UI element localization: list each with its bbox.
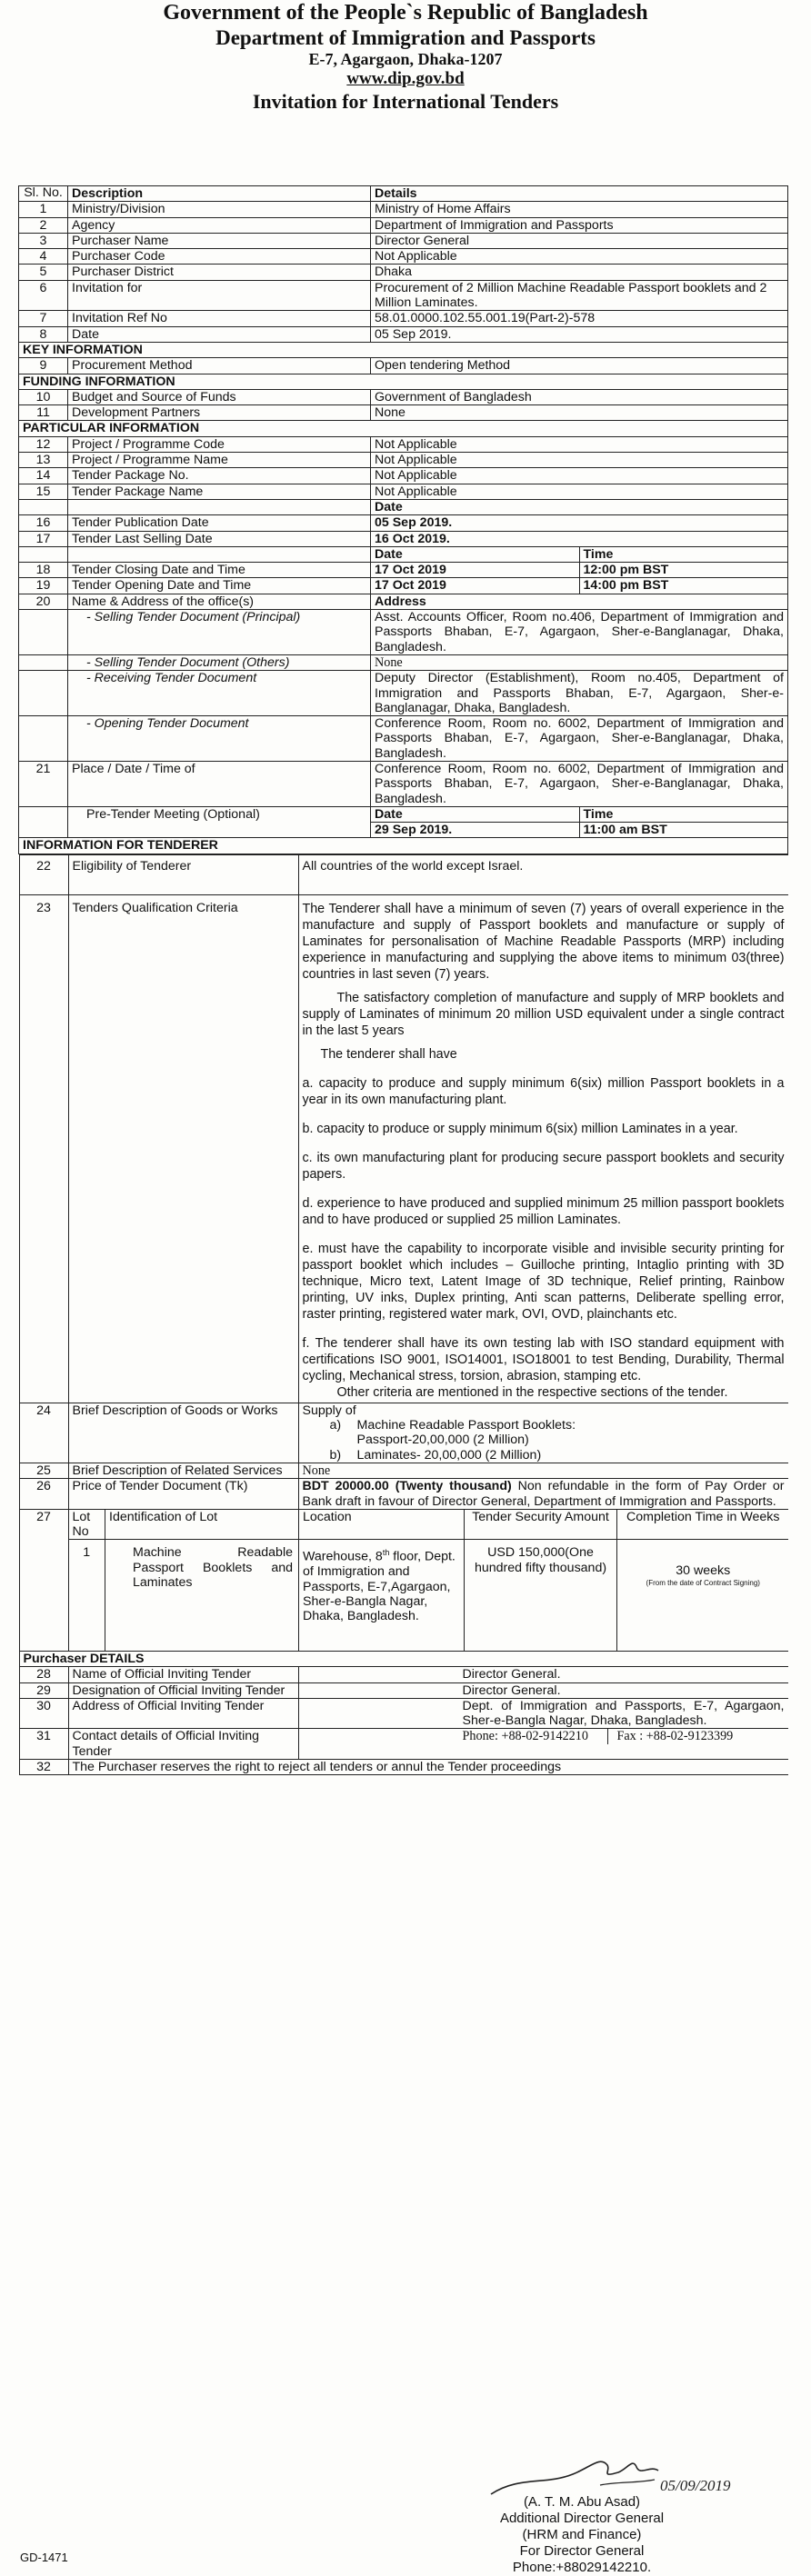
row-description: Ministry/Division [68, 202, 371, 217]
table-row [19, 217, 788, 233]
row-sl: 17 [19, 531, 68, 546]
row-description: Tenders Qualification Criteria [68, 894, 298, 1403]
row-sl: 16 [19, 515, 68, 531]
contact-phone: Phone: +88-02-9142210 [463, 1729, 608, 1743]
signatory-on-behalf: For Director General [519, 2543, 645, 2559]
row-sl: 1 [19, 202, 68, 217]
empty-cell [68, 546, 371, 562]
office-detail: Asst. Accounts Officer, Room no.406, Department of Immigration and Passports Bhaban, E-7, Agargaon, Sher-e-Banglanagar, Dhaka, Bangladesh. [371, 610, 788, 655]
row-sl: 21 [19, 761, 68, 806]
notice-header [0, 0, 811, 114]
lot-header: Completion Time in Weeks [617, 1510, 788, 1540]
tender-price [298, 1479, 788, 1510]
row-sl: 27 [19, 1509, 68, 1651]
office-row [19, 716, 788, 762]
lot-header: Lot No [69, 1510, 105, 1540]
row-sl: 9 [19, 358, 68, 374]
row-description: Eligibility of Tenderer [68, 854, 298, 894]
signature-block [473, 2494, 691, 2576]
row-sl: 4 [19, 249, 68, 265]
criteria-item: e. must have the capability to incorporate visible and invisible security printing for passport booklet which includes – Guilloche printing, Intaglio printing with 3D technique, Micro text, Latent Image of 3D technique, Relief printing, Rainbow printing, UV inks, Duplex printing, Anti scan patterns, Deliberate spelling error, raster printing, registered water mark, OVI, OVD, plainchants etc. [302, 1241, 785, 1322]
row-26 [19, 1479, 788, 1510]
datetime-row [19, 563, 788, 578]
row-sl: 11 [19, 405, 68, 421]
row-description: Brief Description of Related Services [68, 1463, 298, 1478]
row-31 [19, 1729, 788, 1760]
date-header: Date [371, 547, 579, 562]
criteria-item: a. capacity to produce and supply minimum 6(six) million Passport booklets in a year in its own manufacturing plant. [302, 1075, 785, 1107]
row-sl: 32 [19, 1760, 68, 1775]
row-sl: 26 [19, 1479, 68, 1510]
col-header-description: Description [68, 186, 371, 202]
row-datetime [371, 578, 788, 594]
lot-security: USD 150,000(One hundred fifty thousand) [465, 1540, 617, 1651]
row-detail: Department of Immigration and Passports [371, 217, 788, 233]
criteria-item: b. capacity to produce or supply minimum 6(six) million Laminates in a year. [302, 1121, 738, 1136]
row-detail: Procurement of 2 Million Machine Readable Passport booklets and 2 Million Laminates. [371, 280, 788, 311]
criteria-item: d. experience to have produced and supplied minimum 25 million passport booklets and to have produced or supplied 25 million Laminates. [302, 1195, 785, 1227]
pretender-date: 29 Sep 2019. [371, 823, 579, 838]
col-header-details: Details [371, 186, 788, 202]
table-row [19, 249, 788, 265]
datetime-table [371, 563, 787, 577]
row-description: Budget and Source of Funds [68, 389, 371, 404]
row-30 [19, 1698, 788, 1729]
table-row [19, 265, 788, 280]
office-description: - Selling Tender Document (Principal) [68, 610, 371, 655]
row-detail: None [298, 1463, 788, 1478]
row-time: 14:00 pm BST [583, 578, 669, 594]
section-funding-information-label: FUNDING INFORMATION [19, 374, 788, 389]
lot-completion [617, 1540, 788, 1651]
row-detail: Director General. [298, 1667, 788, 1682]
tenderer-table [19, 854, 788, 1776]
row-sl: 30 [19, 1698, 68, 1729]
row-detail: Conference Room, Room no. 6002, Department of Immigration and Passports Bhaban, E-7, Agargaon, Sher-e-Banglanagar, Dhaka, Bangladesh. [371, 761, 788, 806]
table-row [19, 405, 788, 421]
row-description: Name & Address of the office(s) [68, 594, 371, 609]
office-row [19, 610, 788, 655]
item-text: Machine Readable Passport Booklets: [356, 1418, 576, 1433]
contact-fax: Fax : +88-02-9123399 [616, 1729, 734, 1744]
pre-tender-meeting-row [19, 806, 788, 838]
office-detail: Deputy Director (Establishment), Room no.405, Department of Immigration and Passports Bhaban, E-7, Agargaon, Sher-e-Banglanagar, Dhaka, Bangladesh. [371, 671, 788, 716]
row-description: Tender Package Name [68, 484, 371, 499]
goods-description [298, 1403, 788, 1463]
criteria-item: c. its own manufacturing plant for producing secure passport booklets and security papers. [302, 1150, 785, 1182]
row-sl: 22 [19, 854, 68, 894]
completion-weeks: 30 weeks [676, 1563, 731, 1579]
lot-identification: Machine Readable Passport Booklets and Laminates [105, 1540, 299, 1651]
row-sl: 13 [19, 453, 68, 468]
row-detail: 05 Sep 2019. [371, 515, 788, 531]
row-detail: Not Applicable [371, 249, 788, 265]
row-description: Agency [68, 217, 371, 233]
pretender-table [371, 807, 787, 838]
empty-cell [19, 654, 68, 670]
pretender-datetime [371, 806, 788, 838]
footer-code: GD-1471 [20, 2551, 68, 2564]
lot-header: Tender Security Amount [465, 1510, 617, 1540]
lot-location [299, 1540, 465, 1651]
table-row [19, 468, 788, 484]
time-header: Time [583, 546, 614, 562]
criteria-paragraph: The satisfactory completion of manufacture and supply of MRP booklets and supply of Laminates of minimum 20 million USD equivalent under a single contract in the last 5 years [302, 990, 785, 1038]
date-header: Date [371, 499, 788, 514]
signatory-name: (A. T. M. Abu Asad) [523, 2494, 641, 2510]
office-description: - Receiving Tender Document [68, 671, 371, 716]
section-key-information-label: KEY INFORMATION [19, 342, 788, 357]
supply-item-continued: Passport-20,00,000 (2 Million) [356, 1433, 529, 1448]
criteria-paragraph: The tenderer shall have [320, 1046, 457, 1062]
lot-header-row [69, 1510, 788, 1540]
row-time: 12:00 pm BST [583, 563, 669, 578]
office-row [19, 671, 788, 716]
time-header: Time [579, 807, 787, 823]
row-sl: 2 [19, 217, 68, 233]
completion-note: (From the date of Contract Signing) [646, 1578, 760, 1587]
table-row [19, 311, 788, 326]
row-22 [19, 854, 788, 894]
row-detail: Director General [371, 233, 788, 248]
row-sl: 19 [19, 578, 68, 594]
row-description: Project / Programme Code [68, 436, 371, 452]
government-title: Government of the People`s Republic of Bangladesh [163, 1, 648, 25]
row-date: 17 Oct 2019 [371, 578, 579, 593]
row-detail: Not Applicable [371, 453, 788, 468]
signatory-phone: Phone:+88029142210. [512, 2560, 652, 2575]
lower-section [19, 854, 788, 1775]
row-description: Pre-Tender Meeting (Optional) [68, 806, 371, 838]
criteria-item: f. The tenderer shall have its own testing lab with ISO standard equipment with certifications ISO 9001, ISO14001, ISO18001 to test Bending, Durability, Thermal cycling, Mechanical stress, torsion, abrasion, stamping etc. [302, 1335, 785, 1383]
section-particular-information [19, 421, 788, 436]
row-description: Purchaser District [68, 265, 371, 280]
row-24 [19, 1403, 788, 1463]
row-detail: Ministry of Home Affairs [371, 202, 788, 217]
datetime-header-row [19, 546, 788, 562]
table-row [19, 233, 788, 248]
row-sl: 14 [19, 468, 68, 484]
notice-title: Invitation for International Tenders [252, 90, 559, 113]
row-sl: 5 [19, 265, 68, 280]
row-sl: 6 [19, 280, 68, 311]
section-information-for-tenderer [19, 838, 788, 854]
row-detail: Government of Bangladesh [371, 389, 788, 404]
item-text: Laminates- 20,00,000 (2 Million) [356, 1447, 542, 1463]
section-information-for-tenderer-label: INFORMATION FOR TENDERER [19, 838, 788, 854]
row-description: Place / Date / Time of [68, 761, 371, 806]
empty-cell [19, 716, 68, 762]
row-detail: Not Applicable [371, 484, 788, 499]
row-sl: 7 [19, 311, 68, 326]
empty-cell [19, 610, 68, 655]
row-description: Tender Package No. [68, 468, 371, 484]
section-funding-information [19, 374, 788, 389]
row-description: Tender Last Selling Date [68, 531, 371, 546]
row-sl: 29 [19, 1682, 68, 1698]
row-23 [19, 894, 788, 1403]
empty-cell [19, 499, 68, 514]
table-row [19, 515, 788, 531]
row-date: 17 Oct 2019 [371, 563, 579, 577]
row-detail: The Purchaser reserves the right to reject all tenders or annul the Tender proceedings [68, 1760, 788, 1775]
table-row [19, 531, 788, 546]
row-sl: 15 [19, 484, 68, 499]
row-description: Price of Tender Document (Tk) [68, 1479, 298, 1510]
table-row [19, 389, 788, 404]
row-sl: 20 [19, 594, 68, 609]
row-description: Name of Official Inviting Tender [68, 1667, 298, 1682]
row-sl: 31 [19, 1729, 68, 1760]
row-32 [19, 1760, 788, 1775]
row-description: Procurement Method [68, 358, 371, 374]
row-description: Invitation Ref No [68, 311, 371, 326]
pretender-time: 11:00 am BST [583, 823, 667, 838]
date-header-row [19, 499, 788, 514]
row-description: Address of Official Inviting Tender [68, 1698, 298, 1729]
row-sl: 25 [19, 1463, 68, 1478]
col-header-sl: Sl. No. [19, 186, 68, 202]
row-detail: Not Applicable [371, 468, 788, 484]
row-27 [19, 1509, 788, 1651]
lower-section-cell [19, 854, 788, 1775]
table-row [19, 358, 788, 374]
row-detail: Address [371, 594, 788, 609]
row-description: Brief Description of Goods or Works [68, 1403, 298, 1463]
location-sup: th [382, 1548, 390, 1558]
row-29 [19, 1682, 788, 1698]
row-sl: 8 [19, 326, 68, 342]
office-detail: None [371, 654, 788, 670]
section-purchaser-details [19, 1651, 788, 1666]
row-description: Purchaser Name [68, 233, 371, 248]
criteria-paragraph: The Tenderer shall have a minimum of seven (7) years of overall experience in the manufacture and supply of Passport booklets and manufacture or supply of Laminates for personalisation of Machine Readable Passports (MRP) including experience in manufacturing and supplying the above items to minimum 03(three) countries in last seven (7) years. [302, 901, 785, 982]
table-header-row [19, 186, 788, 202]
criteria-paragraph: Other criteria are mentioned in the respective sections of the tender. [336, 1384, 728, 1400]
contact-details [298, 1729, 788, 1760]
item-marker: a) [329, 1418, 342, 1433]
location-text-rest: floor, Dept. of Immigration and Passports, E-7,Agargaon, Sher-e-Bangla Nagar, Dhaka, Bangladesh. [303, 1550, 456, 1624]
department-address: E-7, Agargaon, Dhaka-1207 [308, 50, 503, 68]
office-row [19, 654, 788, 670]
row-sl: 12 [19, 436, 68, 452]
date-header: Date [371, 807, 579, 823]
department-title: Department of Immigration and Passports [215, 26, 596, 49]
tender-table [18, 185, 788, 1775]
row-detail: 16 Oct 2019. [371, 531, 788, 546]
lot-details [68, 1509, 788, 1651]
row-description: Date [68, 326, 371, 342]
item-marker: b) [329, 1447, 342, 1463]
row-description: Designation of Official Inviting Tender [68, 1682, 298, 1698]
datetime-header-table [371, 547, 787, 562]
supply-item [303, 1448, 785, 1463]
lot-header: Location [299, 1510, 465, 1540]
table-row [19, 280, 788, 311]
signatory-department: (HRM and Finance) [522, 2527, 642, 2542]
row-detail: Director General. [298, 1682, 788, 1698]
datetime-header [371, 546, 788, 562]
lot-header: Identification of Lot [105, 1510, 299, 1540]
office-address-row [19, 594, 788, 609]
empty-cell [19, 806, 68, 838]
price-terms: Non refundable in the form of Pay Order or Bank draft in favour of Director General, Department of Immigration and Passports. [302, 1479, 785, 1509]
row-sl: 18 [19, 563, 68, 578]
row-sl: 3 [19, 233, 68, 248]
section-particular-information-label: PARTICULAR INFORMATION [19, 421, 788, 436]
row-21 [19, 761, 788, 806]
datetime-table [371, 578, 787, 593]
row-detail: None [371, 405, 788, 421]
table-row [19, 484, 788, 499]
office-description: - Opening Tender Document [68, 716, 371, 762]
qualification-criteria [298, 894, 788, 1403]
table-row [19, 453, 788, 468]
row-detail: Not Applicable [371, 436, 788, 452]
row-description: Contact details of Official Inviting Tender [68, 1729, 298, 1760]
row-detail: Dept. of Immigration and Passports, E-7, Agargaon, Sher-e-Bangla Nagar, Dhaka, Bangladesh. [298, 1698, 788, 1729]
signatory-title: Additional Director General [499, 2511, 665, 2526]
row-description: Tender Publication Date [68, 515, 371, 531]
section-key-information [19, 342, 788, 357]
table-row [19, 436, 788, 452]
row-sl: 10 [19, 389, 68, 404]
supply-item [303, 1418, 785, 1433]
signature-date: 05/09/2019 [660, 2477, 731, 2494]
row-25 [19, 1463, 788, 1478]
table-row [19, 326, 788, 342]
row-28 [19, 1667, 788, 1682]
row-sl: 24 [19, 1403, 68, 1463]
row-description: Invitation for [68, 280, 371, 311]
row-description: Project / Programme Name [68, 453, 371, 468]
supply-label: Supply of [302, 1403, 356, 1418]
website-link[interactable]: www.dip.gov.bd [346, 69, 465, 88]
office-detail: Conference Room, Room no. 6002, Department of Immigration and Passports Bhaban, E-7, Agargaon, Sher-e-Banglanagar, Dhaka, Bangladesh. [371, 716, 788, 762]
datetime-row [19, 578, 788, 594]
row-detail: 05 Sep 2019. [371, 326, 788, 342]
office-description: - Selling Tender Document (Others) [68, 654, 371, 670]
row-description: Purchaser Code [68, 249, 371, 265]
table-row [19, 202, 788, 217]
location-text: Warehouse, 8 [303, 1550, 383, 1565]
lot-row [69, 1540, 788, 1651]
row-sl: 23 [19, 894, 68, 1403]
empty-cell [19, 671, 68, 716]
lot-number: 1 [69, 1540, 105, 1651]
row-description: Tender Closing Date and Time [68, 563, 371, 578]
lot-table [69, 1510, 788, 1651]
row-detail: Open tendering Method [371, 358, 788, 374]
row-description: Development Partners [68, 405, 371, 421]
section-purchaser-details-label: Purchaser DETAILS [19, 1651, 788, 1666]
row-detail: All countries of the world except Israel. [298, 854, 788, 894]
empty-cell [68, 499, 371, 514]
empty-cell [19, 546, 68, 562]
row-sl: 28 [19, 1667, 68, 1682]
row-description: Tender Opening Date and Time [68, 578, 371, 594]
row-detail: 58.01.0000.102.55.001.19(Part-2)-578 [371, 311, 788, 326]
row-datetime [371, 563, 788, 578]
price-amount: BDT 20000.00 (Twenty thousand) [302, 1479, 512, 1494]
row-detail: Dhaka [371, 265, 788, 280]
